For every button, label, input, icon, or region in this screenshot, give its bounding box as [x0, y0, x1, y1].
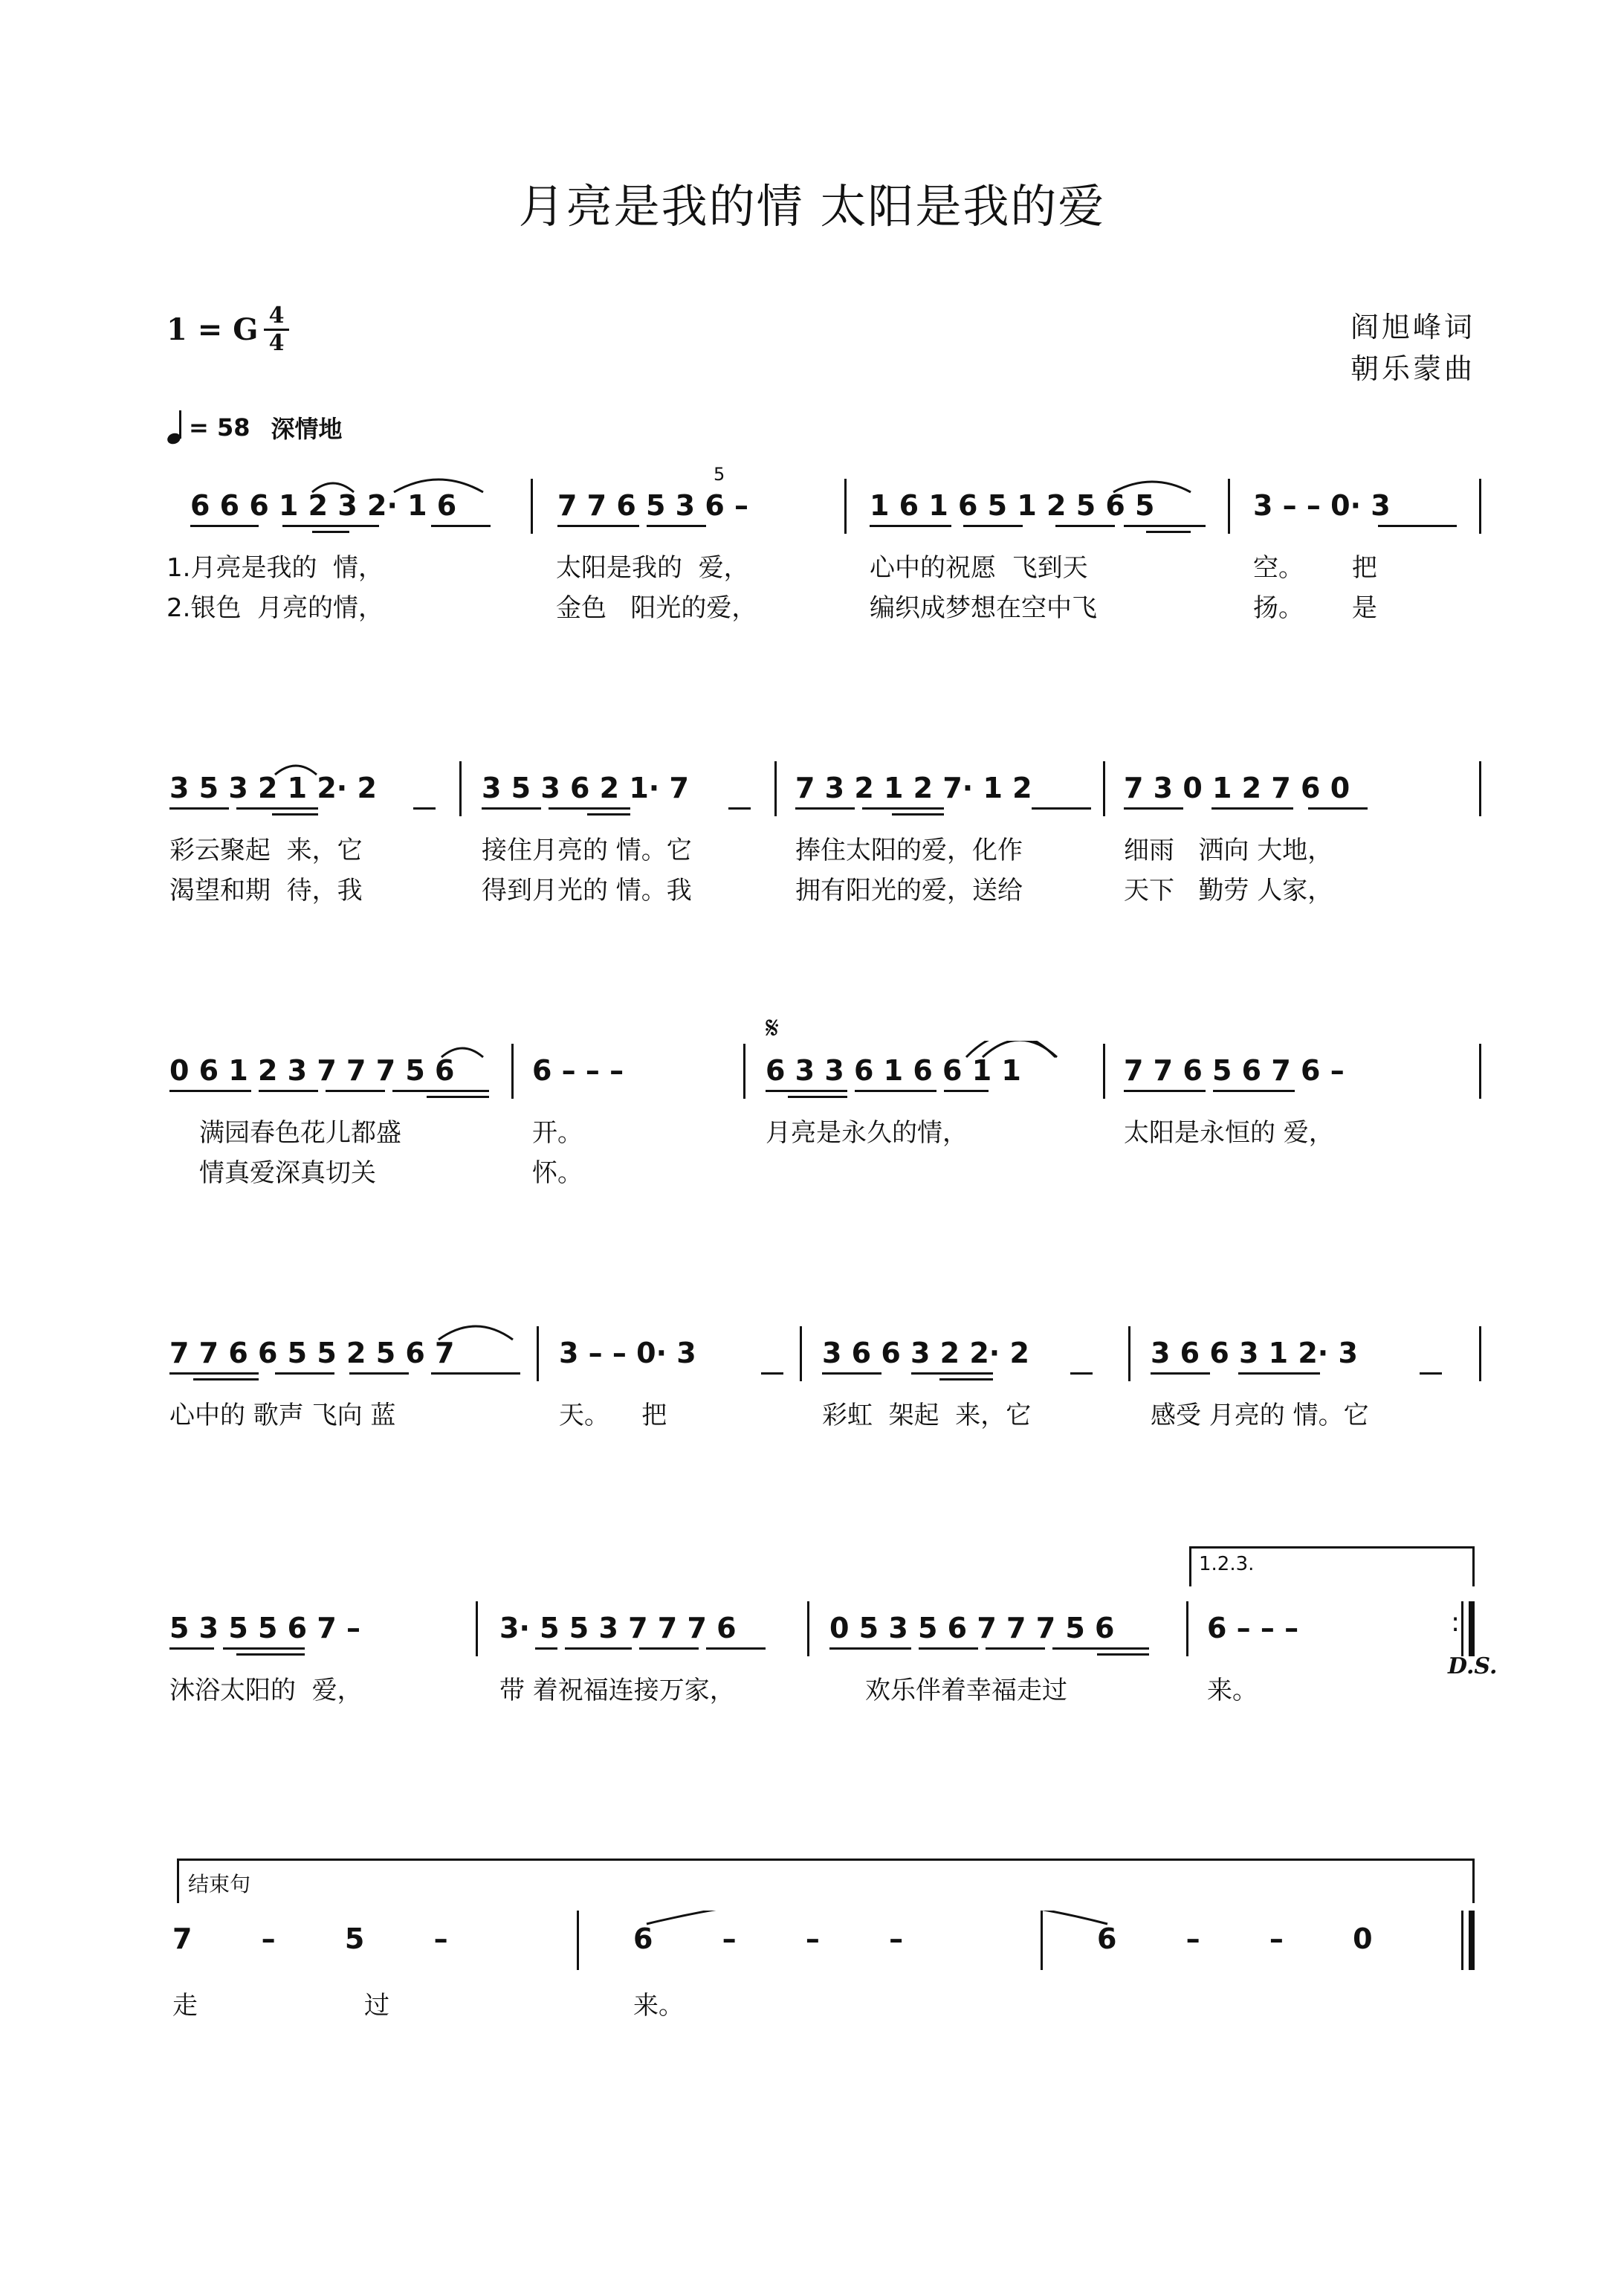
staff-system-3	[0, 1010, 1624, 1189]
measure: 0 5 3 5 6 7 7 7 5 6	[829, 1612, 1115, 1644]
lyric: 走	[172, 1991, 198, 2021]
lyric: 彩虹 架起 来，它	[822, 1401, 1032, 1430]
measure: 0 6 1 2 3 7 7 7 5 6	[169, 1054, 455, 1087]
measure: 1 6 1 6 5 1 2 5 6 5	[870, 489, 1155, 522]
measure: 7 7 6 6 5 5 2 5 6 7	[169, 1337, 455, 1369]
tempo-expression: 深情地	[271, 415, 343, 443]
lyric-verse2: 天下 勤劳 人家，	[1124, 876, 1333, 905]
beams-and-slurs	[0, 476, 1624, 624]
beams-and-slurs	[0, 1323, 1624, 1427]
measure: 3 6 6 3 1 2· 3	[1151, 1337, 1358, 1369]
lyric: 欢乐伴着幸福走过	[865, 1676, 1067, 1705]
time-signature-bottom: 4	[268, 330, 285, 356]
lyric-verse2: 扬。 是	[1253, 593, 1377, 623]
lyric-verse1: 太阳是永恒的 爱，	[1124, 1118, 1334, 1148]
measure: 3 – – 0· 3	[559, 1337, 696, 1369]
lyric-verse1: 彩云聚起 来，它	[169, 836, 363, 865]
lyric-verse2: 情真爱深真切关	[199, 1158, 376, 1188]
time-signature	[262, 303, 291, 356]
beams-and-slurs	[0, 1041, 1624, 1189]
staff-system-1	[0, 464, 1624, 624]
measure: 3 6 6 3 2 2· 2	[822, 1337, 1029, 1369]
lyric-verse2: 2.银色 月亮的情，	[166, 593, 384, 623]
measure: 7 3 2 1 2 7· 1 2	[795, 772, 1032, 804]
measure: 6 – – 0	[1097, 1922, 1373, 1955]
staff-system-4	[0, 1323, 1624, 1430]
lyric-verse2: 渴望和期 待，我	[169, 876, 363, 905]
volta-bracket: 1.2.3.	[1189, 1546, 1475, 1586]
lyric-verse1: 细雨 洒向 大地，	[1124, 836, 1333, 865]
lyric: 来。	[1207, 1676, 1258, 1705]
lyricist: 阎旭峰词	[1350, 311, 1475, 343]
repeat-dots: :	[1451, 1607, 1460, 1638]
measure: 7 3 0 1 2 7 6 0	[1124, 772, 1350, 804]
credits	[1350, 306, 1475, 390]
composer: 朝乐蒙曲	[1350, 352, 1475, 385]
staff-system-2	[0, 758, 1624, 907]
measure: 5 3 5 5 6 7 –	[169, 1612, 361, 1644]
lyric-verse1: 1.月亮是我的 情，	[166, 553, 384, 583]
measure: 3 5 3 6 2 1· 7	[482, 772, 689, 804]
measure: 6 6 6 1 2 3 2· 1 6	[190, 489, 457, 522]
ending-label: 结束句	[188, 1872, 251, 1896]
measure: 6 – – –	[633, 1922, 904, 1955]
key-signature: 1 = G	[166, 312, 259, 347]
lyric: 感受 月亮的 情。它	[1151, 1401, 1369, 1430]
page-title: 月亮是我的情 太阳是我的爱	[518, 179, 1106, 233]
measure: 7 – 5 –	[172, 1922, 448, 1955]
lyric-verse1: 接住月亮的 情。它	[482, 836, 692, 865]
grace-note: 5	[714, 464, 725, 485]
measure: 6 – – –	[532, 1054, 624, 1087]
measure: 3· 5 5 3 7 7 7 6	[499, 1612, 737, 1644]
tempo-value: = 58	[189, 413, 250, 442]
lyric-verse1: 捧住太阳的爱，化作	[795, 836, 1023, 865]
beams-and-slurs	[0, 1598, 1624, 1702]
tempo-marking	[166, 409, 343, 446]
tie	[0, 1911, 1624, 2029]
lyric: 带 着祝福连接万家，	[499, 1676, 735, 1705]
measure: 7 7 6 5 6 7 6 –	[1124, 1054, 1345, 1087]
lyric-verse1: 心中的祝愿 飞到天	[870, 553, 1088, 583]
staff-system-6	[0, 1911, 1624, 2029]
lyric: 心中的 歌声 飞向 蓝	[169, 1401, 396, 1430]
lyric: 过	[364, 1991, 389, 2021]
lyric-verse1: 开。	[532, 1118, 583, 1148]
dal-segno-mark: D.S.	[1448, 1653, 1498, 1679]
lyric-verse2: 怀。	[532, 1158, 583, 1188]
lyric-verse2: 金色 阳光的爱，	[556, 593, 757, 623]
measure: 7 7 6 5 3 6 –	[557, 489, 749, 522]
time-signature-top: 4	[268, 303, 285, 329]
measure: 6 3 3 6 1 6 6 1 1	[766, 1054, 1021, 1087]
lyric-verse1: 空。 把	[1253, 553, 1377, 583]
measure: 3 – – 0· 3	[1253, 489, 1391, 522]
lyric-verse1: 满园春色花儿都盛	[199, 1118, 401, 1148]
lyric: 沐浴太阳的 爱，	[169, 1676, 363, 1705]
ending-bracket	[177, 1859, 1475, 1903]
lyric-verse1: 太阳是我的 爱，	[556, 553, 749, 583]
lyric-verse2: 编织成梦想在空中飞	[870, 593, 1097, 623]
lyric: 天。 把	[559, 1401, 667, 1430]
measure: 6 – – –	[1207, 1612, 1299, 1644]
beams-and-slurs	[0, 758, 1624, 907]
staff-system-5	[0, 1598, 1624, 1705]
quarter-note-icon	[166, 409, 186, 446]
measure: 3 5 3 2 1 2· 2	[169, 772, 377, 804]
lyric-verse2: 拥有阳光的爱，送给	[795, 876, 1023, 905]
lyric: 来。	[633, 1991, 684, 2021]
lyric-verse2: 得到月光的 情。我	[482, 876, 692, 905]
segno-icon: 𝄋	[766, 1010, 780, 1046]
lyric-verse1: 月亮是永久的情，	[766, 1118, 968, 1148]
